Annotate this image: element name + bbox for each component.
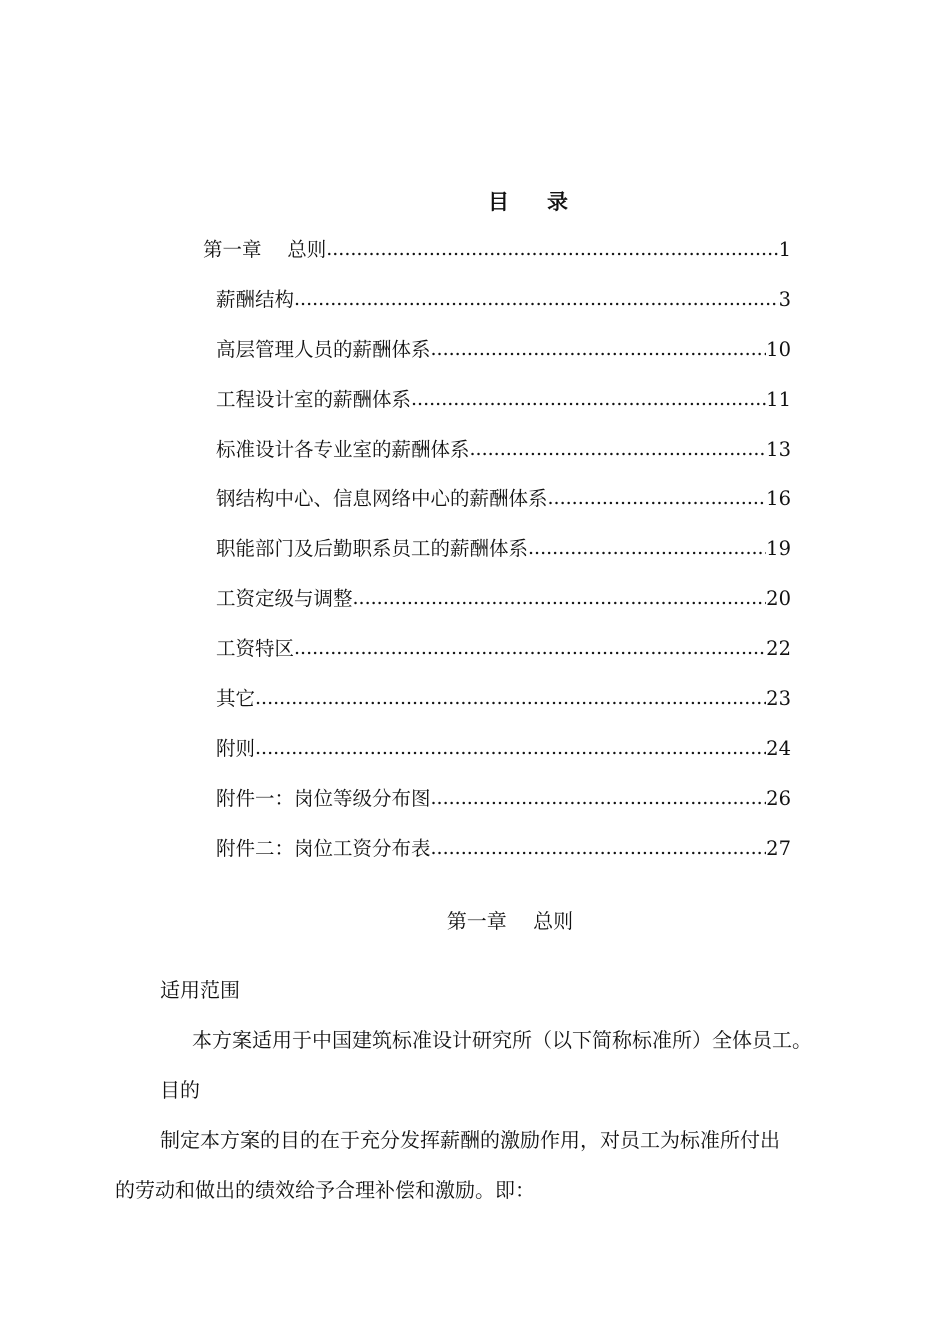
toc-leader-dots (470, 436, 767, 462)
section-title-scope: 适用范围 (160, 978, 240, 1002)
toc-leader-dots (431, 835, 767, 861)
toc-entry-page: 26 (766, 787, 791, 810)
toc-title-char-2: 录 (547, 189, 568, 214)
toc-entry-label: 附件二：岗位工资分布表 (216, 837, 431, 860)
toc-leader-dots (431, 336, 767, 362)
toc-leader-dots (528, 535, 766, 561)
toc-entry-page: 27 (766, 837, 791, 860)
toc-entry-label: 工资定级与调整 (216, 587, 353, 610)
toc-entry-label: 工资特区 (216, 637, 295, 660)
toc-entry-label: 钢结构中心、信息网络中心的薪酬体系 (216, 487, 548, 510)
toc-entry-page: 16 (766, 487, 791, 510)
toc-entry-label: 工程设计室的薪酬体系 (216, 388, 412, 411)
toc-entry-label: 附则 (216, 737, 256, 760)
toc-entry[interactable] (216, 736, 791, 762)
toc-entry-label: 标准设计各专业室的薪酬体系 (216, 438, 470, 461)
toc-leader-dots (326, 236, 778, 262)
toc-entry-label: 高层管理人员的薪酬体系 (216, 338, 431, 361)
toc-entry-page: 10 (766, 338, 791, 361)
toc-entry[interactable] (216, 686, 791, 712)
toc-entry[interactable] (216, 636, 791, 662)
toc-leader-dots (255, 685, 766, 711)
toc-entry-label: 薪酬结构 (216, 288, 295, 311)
toc-entry-page: 23 (766, 687, 791, 710)
toc-entry[interactable] (216, 337, 791, 363)
toc-leader-dots (255, 735, 766, 761)
toc-entry[interactable] (216, 586, 791, 612)
toc-title (0, 186, 950, 216)
toc-entry-label: 其它 (216, 687, 256, 710)
toc-entry-label: 附件一：岗位等级分布图 (216, 787, 431, 810)
section-title-purpose: 目的 (160, 1078, 200, 1102)
toc-entry[interactable] (216, 536, 791, 562)
toc-entry-label: 第一章 总则 (203, 238, 327, 261)
toc-title-char-1: 目 (488, 189, 509, 214)
toc-entry-page: 11 (766, 388, 791, 411)
toc-entry[interactable] (216, 836, 791, 862)
toc-entry[interactable] (216, 387, 791, 413)
toc-entry[interactable] (216, 437, 791, 463)
toc-entry-page: 22 (766, 637, 791, 660)
toc-entry-page: 1 (778, 238, 791, 261)
toc-leader-dots (294, 286, 779, 312)
toc-entry[interactable] (216, 786, 791, 812)
toc-leader-dots (548, 485, 767, 511)
toc-entry[interactable] (216, 287, 791, 313)
paragraph-purpose-line-1: 制定本方案的目的在于充分发挥薪酬的激励作用，对员工为标准所付出 (160, 1128, 780, 1152)
toc-entry-page: 3 (778, 288, 791, 311)
toc-leader-dots (431, 785, 767, 811)
toc-entry-page: 24 (766, 737, 791, 760)
toc-entry-label: 职能部门及后勤职系员工的薪酬体系 (216, 537, 529, 560)
toc-entry-page: 19 (766, 537, 791, 560)
toc-entry[interactable] (203, 237, 791, 263)
chapter-heading: 第一章 总则 (446, 909, 574, 933)
toc-leader-dots (411, 386, 766, 412)
toc-entry[interactable] (216, 486, 791, 512)
paragraph-purpose-line-2: 的劳动和做出的绩效给予合理补偿和激励。即： (115, 1178, 535, 1202)
toc-leader-dots (353, 585, 767, 611)
toc-leader-dots (294, 635, 766, 661)
paragraph-scope: 本方案适用于中国建筑标准设计研究所（以下简称标准所）全体员工。 (192, 1028, 812, 1052)
toc-entry-page: 13 (766, 438, 791, 461)
toc-entry-page: 20 (766, 587, 791, 610)
